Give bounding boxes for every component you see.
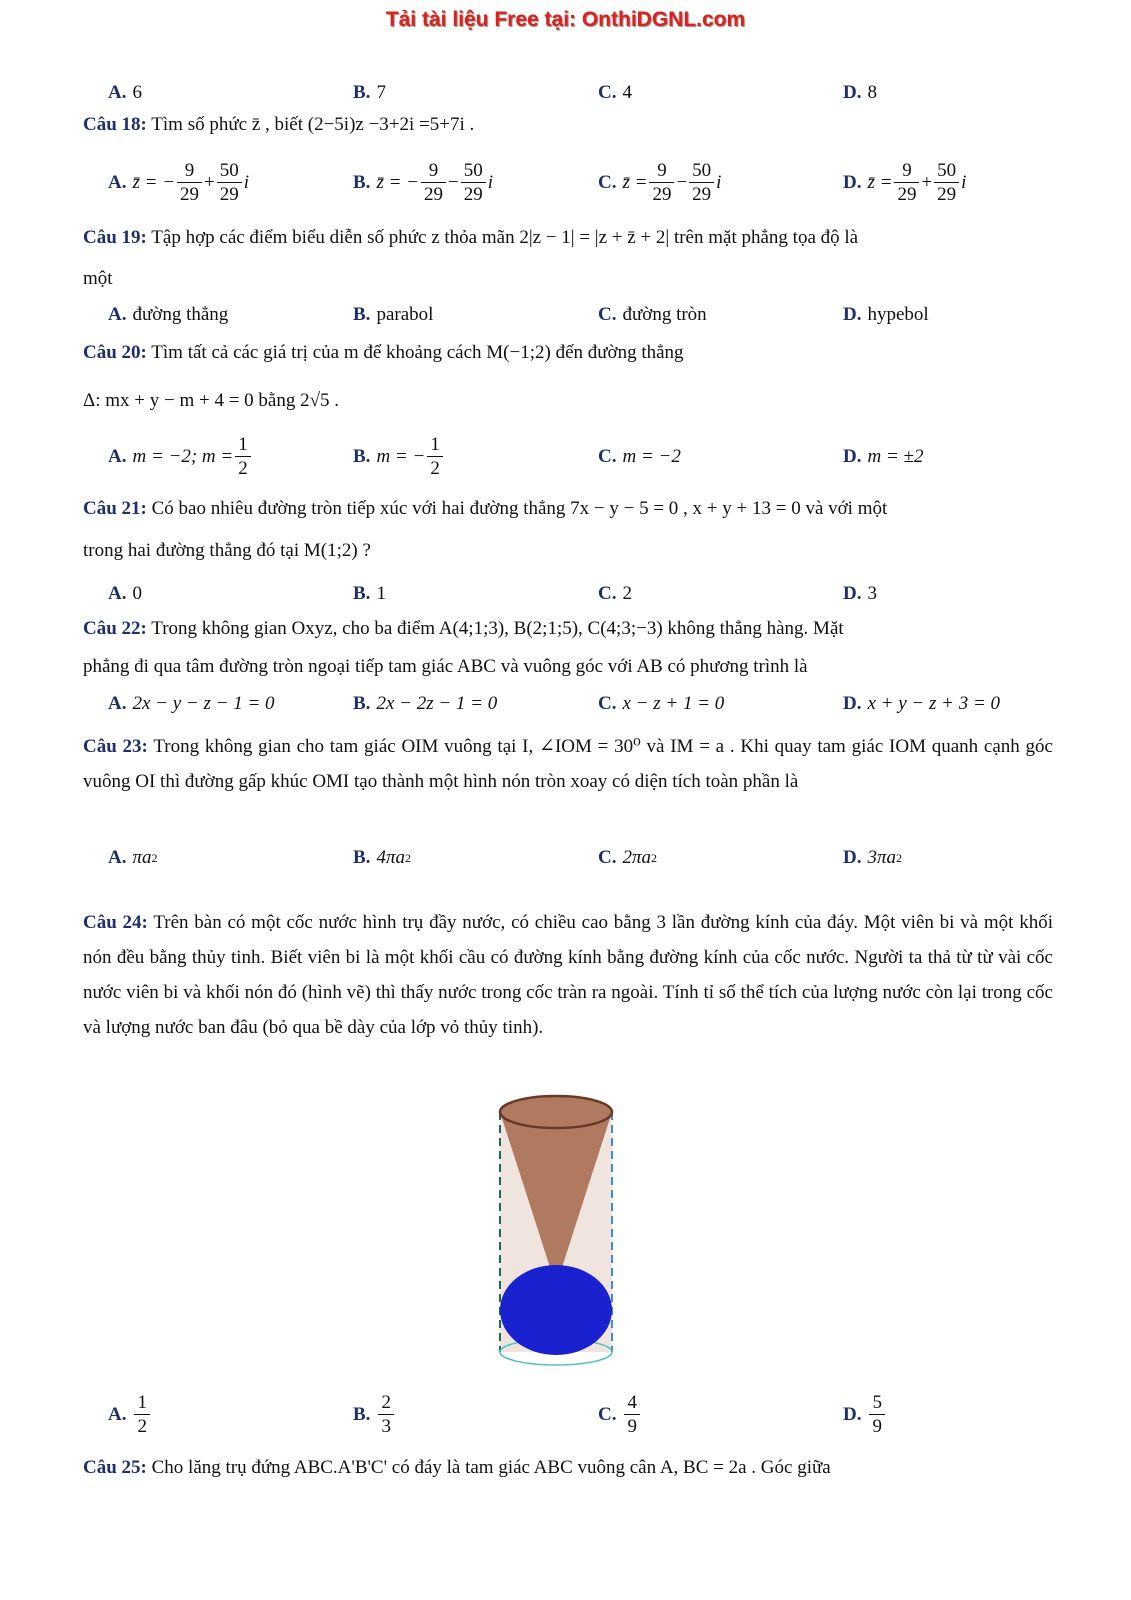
q25-stem: Câu 25: Cho lăng trụ đứng ABC.A'B'C' có đáy là tam giác ABC vuông cân A, BC = 2a . Góc giữa [83, 1457, 831, 1478]
q19-options [108, 293, 1008, 337]
q20-option-b[interactable]: B. m = − $\frac{1}{2}$ [353, 428, 445, 486]
q22-stem-cont: phẳng đi qua tâm đường tròn ngoại tiếp tam giác ABC và vuông góc với AB có phương trình là [83, 656, 808, 677]
q17-option-b[interactable]: B. 7 [353, 82, 386, 103]
q18-option-a[interactable]: A. z̄ = − $\frac{9}{29}$ + $\frac{50}{29}$ i [108, 159, 250, 205]
q20-option-a[interactable]: A. m = −2; m = $\frac{1}{2}$ [108, 428, 253, 486]
q24-stem: Câu 24: Trên bàn có một cốc nước hình trụ đầy nước, có chiều cao bằng 3 lần đường kính của đáy. Một viên bi và một khối nón đều bằng thủy tinh. Biết viên bi là một khối cầu có đường kính bằng đường kính của cốc nước. Người ta thả từ từ vài cốc nước viên bi và khối nón đó (hình vẽ) thì thấy nước trong cốc tràn ra ngoài. Tính tỉ số thể tích của lượng nước còn lại trong cốc và lượng nước ban đâu (bỏ qua bề dày của lớp vỏ thủy tinh). [83, 912, 1053, 1038]
q19-option-b[interactable]: B. parabol [353, 304, 434, 325]
q18-option-b[interactable]: B. z̄ = − $\frac{9}{29}$ − $\frac{50}{29}$ i [353, 159, 493, 205]
q21-option-d[interactable]: D. 3 [843, 583, 877, 604]
q21-options [108, 572, 1008, 616]
q18-options [108, 155, 1008, 211]
q24-options [108, 1386, 1008, 1444]
q21-stem: Câu 21: Có bao nhiêu đường tròn tiếp xúc với hai đường thẳng 7x − y − 5 = 0 , x + y + 13 = 0 và với một [83, 498, 888, 519]
q22-options [108, 682, 1008, 726]
q20-options [108, 428, 1008, 486]
cup-figure [490, 1090, 630, 1380]
q23-option-d[interactable]: D. 3πa 2 [843, 847, 903, 868]
q19-stem: Câu 19: Tập hợp các điểm biểu diễn số phức z thỏa mãn 2|z − 1| = |z + z̄ + 2| trên mặt phẳng tọa độ là [83, 227, 859, 248]
cup-illustration [490, 1090, 630, 1380]
q17-option-d[interactable]: D. 8 [843, 82, 877, 103]
q23-option-b[interactable]: B. 4πa 2 [353, 847, 411, 868]
q24-option-b[interactable]: B. $\frac{2}{3}$ [353, 1386, 396, 1444]
q20-stem: Câu 20: Tìm tất cả các giá trị của m để khoảng cách M(−1;2) đến đường thẳng [83, 342, 684, 363]
q19-option-a[interactable]: A. đường thẳng [108, 304, 229, 325]
site-banner[interactable]: Tải tài liệu Free tại: OnthiDGNL.com [385, 8, 746, 31]
q24-option-c[interactable]: C. $\frac{4}{9}$ [598, 1386, 642, 1444]
q18-stem: Câu 18: Tìm số phức z̄ , biết (2−5i)z −3+2i =5+7i . [83, 114, 475, 135]
cup-top [500, 1096, 612, 1128]
q22-option-a[interactable]: A. 2x − y − z − 1 = 0 [108, 693, 275, 714]
q22-stem: Câu 22: Trong không gian Oxyz, cho ba điểm A(4;1;3), B(2;1;5), C(4;3;−3) không thẳng hàng. Mặt [83, 618, 844, 639]
q18-option-c[interactable]: C. z̄ = $\frac{9}{29}$ − $\frac{50}{29}$ i [598, 159, 722, 205]
q17-options [108, 68, 1008, 118]
q23-options [108, 836, 1008, 880]
q21-option-c[interactable]: C. 2 [598, 583, 632, 604]
q23-option-c[interactable]: C. 2πa 2 [598, 847, 658, 868]
sphere [500, 1265, 612, 1355]
q20-option-d[interactable]: D. m = ±2 [843, 446, 924, 467]
q22-option-b[interactable]: B. 2x − 2z − 1 = 0 [353, 693, 498, 714]
q21-option-b[interactable]: B. 1 [353, 583, 386, 604]
q17-option-c[interactable]: C. 4 [598, 82, 632, 103]
q23-stem: Câu 23: Trong không gian cho tam giác OIM vuông tại I, ∠IOM = 30⁰ và IM = a . Khi quay tam giác IOM quanh cạnh góc vuông OI thì đường gấp khúc OMI tạo thành một hình nón tròn xoay có diện tích toàn phần là [83, 736, 1053, 792]
q19-option-d[interactable]: D. hypebol [843, 304, 929, 325]
q20-option-c[interactable]: C. m = −2 [598, 446, 681, 467]
q22-option-c[interactable]: C. x − z + 1 = 0 [598, 693, 725, 714]
q24-option-d[interactable]: D. $\frac{5}{9}$ [843, 1386, 887, 1444]
q17-option-a[interactable]: A. 6 [108, 82, 142, 103]
q18-option-d[interactable]: D. z̄ = $\frac{9}{29}$ + $\frac{50}{29}$ i [843, 159, 967, 205]
q24-option-a[interactable]: A. $\frac{1}{2}$ [108, 1386, 152, 1444]
q22-option-d[interactable]: D. x + y − z + 3 = 0 [843, 693, 1001, 714]
q19-stem-cont: một [83, 268, 113, 289]
q21-stem-cont: trong hai đường thẳng đó tại M(1;2) ? [83, 540, 371, 561]
q19-option-c[interactable]: C. đường tròn [598, 304, 707, 325]
q23-option-a[interactable]: A. πa 2 [108, 847, 158, 868]
q21-option-a[interactable]: A. 0 [108, 583, 142, 604]
q20-stem-cont: Δ: mx + y − m + 4 = 0 bằng 2√5 . [83, 390, 340, 411]
